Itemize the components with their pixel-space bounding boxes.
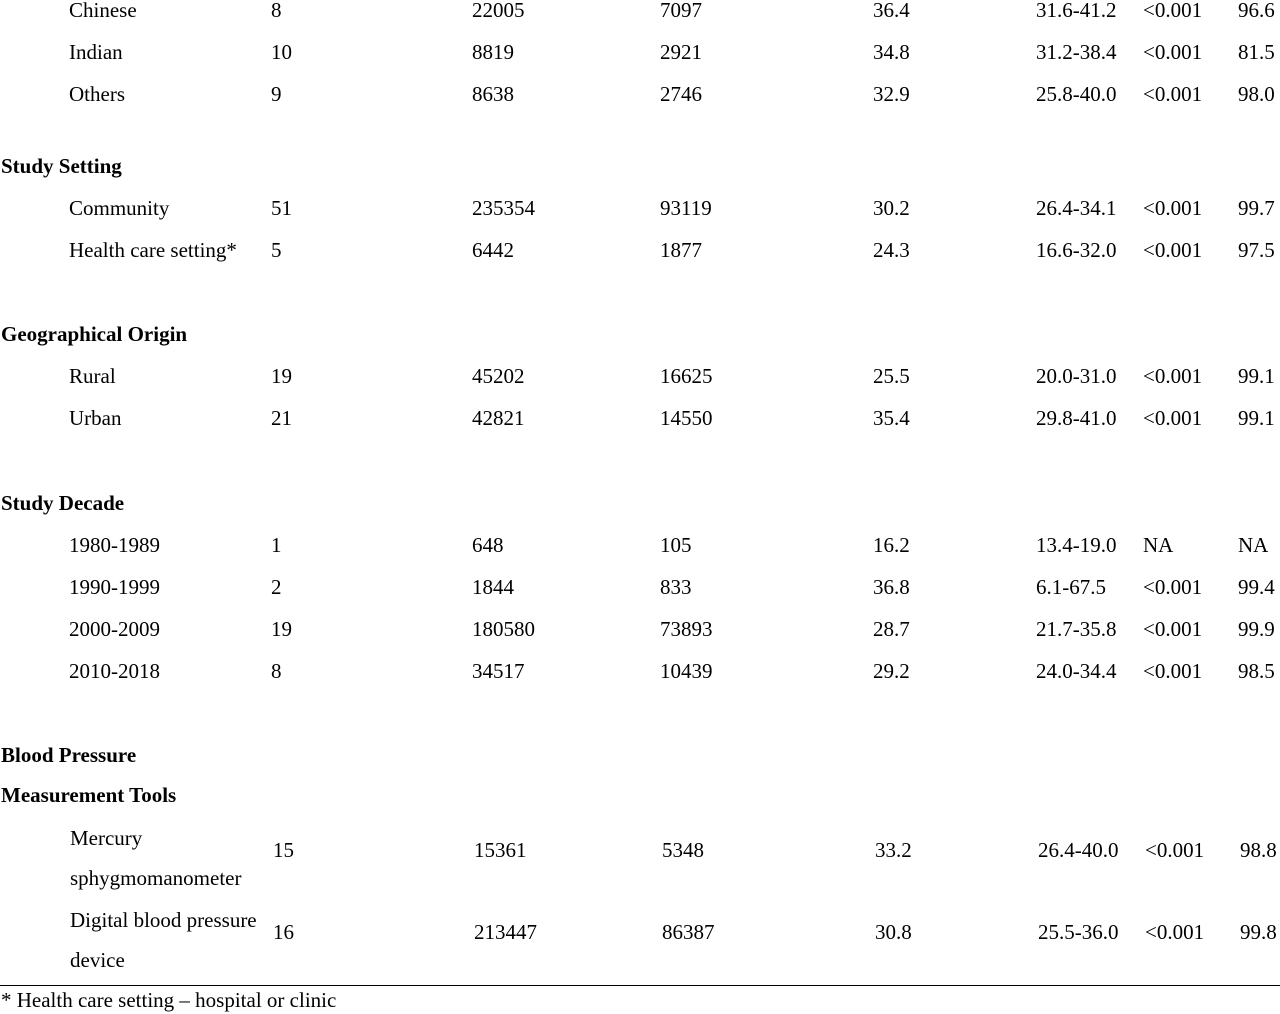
cases-count: 10439: [660, 659, 713, 683]
table-row: [0, 818, 1280, 890]
prevalence: 36.4: [873, 0, 910, 22]
heterogeneity-i2: 97.5: [1238, 238, 1275, 262]
cases-count: 5348: [662, 838, 704, 862]
heterogeneity-i2: 99.1: [1238, 406, 1275, 430]
prevalence: 36.8: [873, 575, 910, 599]
section-heading-study-setting: Study Setting: [1, 154, 122, 178]
cases-count: 73893: [660, 617, 713, 641]
p-value: <0.001: [1143, 238, 1203, 262]
sample-size: 45202: [472, 364, 525, 388]
table-row: [0, 659, 1280, 683]
sample-size: 8638: [472, 82, 514, 106]
row-label: Indian: [69, 40, 123, 64]
table-row: [0, 196, 1280, 220]
prevalence: 30.8: [875, 920, 912, 944]
confidence-interval: 26.4-40.0: [1038, 838, 1119, 862]
sample-size: 180580: [472, 617, 535, 641]
cases-count: 86387: [662, 920, 715, 944]
section-heading-study-decade: Study Decade: [1, 491, 125, 515]
row-label: Health care setting*: [69, 238, 237, 262]
row-label: 2000-2009: [69, 617, 160, 641]
row-label: Rural: [69, 364, 116, 388]
table-row: [0, 0, 1280, 22]
confidence-interval: 31.6-41.2: [1036, 0, 1117, 22]
section-heading-bp-tools-line2: Measurement Tools: [1, 783, 177, 807]
sample-size: 1844: [472, 575, 514, 599]
heterogeneity-i2: 99.8: [1240, 920, 1277, 944]
prevalence: 16.2: [873, 533, 910, 557]
sample-size: 22005: [472, 0, 525, 22]
p-value: <0.001: [1143, 575, 1203, 599]
prevalence: 34.8: [873, 40, 910, 64]
studies-count: 19: [271, 617, 292, 641]
sample-size: 42821: [472, 406, 525, 430]
studies-count: 51: [271, 196, 292, 220]
confidence-interval: 29.8-41.0: [1036, 406, 1117, 430]
confidence-interval: 26.4-34.1: [1036, 196, 1117, 220]
cases-count: 93119: [660, 196, 712, 220]
p-value: <0.001: [1145, 920, 1205, 944]
studies-count: 8: [271, 659, 282, 683]
row-label: Others: [69, 82, 125, 106]
heterogeneity-i2: 96.6: [1238, 0, 1275, 22]
cases-count: 833: [660, 575, 692, 599]
sample-size: 6442: [472, 238, 514, 262]
heterogeneity-i2: 98.5: [1238, 659, 1275, 683]
table-row: [0, 533, 1280, 557]
table-row: [0, 617, 1280, 641]
heterogeneity-i2: 98.0: [1238, 82, 1275, 106]
p-value: <0.001: [1145, 838, 1205, 862]
p-value: <0.001: [1143, 40, 1203, 64]
p-value: NA: [1143, 533, 1174, 557]
heterogeneity-i2: NA: [1238, 533, 1269, 557]
confidence-interval: 21.7-35.8: [1036, 617, 1117, 641]
prevalence: 24.3: [873, 238, 910, 262]
row-label: Mercury sphygmomanometer: [70, 826, 242, 890]
studies-count: 8: [271, 0, 282, 22]
table-row: [0, 40, 1280, 64]
confidence-interval: 31.2-38.4: [1036, 40, 1117, 64]
table-row: [0, 406, 1280, 430]
prevalence: 30.2: [873, 196, 910, 220]
prevalence: 29.2: [873, 659, 910, 683]
cases-count: 14550: [660, 406, 713, 430]
studies-count: 10: [271, 40, 292, 64]
row-label: Urban: [69, 406, 122, 430]
studies-count: 21: [271, 406, 292, 430]
table-row: [0, 900, 1280, 972]
row-label: Chinese: [69, 0, 137, 22]
section-heading-bp-tools-line1: Blood Pressure: [1, 743, 137, 767]
cases-count: 16625: [660, 364, 713, 388]
studies-count: 15: [273, 838, 294, 862]
sample-size: 213447: [474, 920, 537, 944]
p-value: <0.001: [1143, 659, 1203, 683]
table-row: [0, 575, 1280, 599]
prevalence: 35.4: [873, 406, 910, 430]
p-value: <0.001: [1143, 82, 1203, 106]
cases-count: 2746: [660, 82, 702, 106]
row-label: Digital blood pressure device: [70, 908, 257, 972]
confidence-interval: 25.8-40.0: [1036, 82, 1117, 106]
row-label: Community: [69, 196, 170, 220]
studies-count: 2: [271, 575, 282, 599]
cases-count: 7097: [660, 0, 702, 22]
heterogeneity-i2: 81.5: [1238, 40, 1275, 64]
prevalence: 33.2: [875, 838, 912, 862]
p-value: <0.001: [1143, 364, 1203, 388]
studies-count: 19: [271, 364, 292, 388]
table-row: [0, 82, 1280, 106]
sample-size: 15361: [474, 838, 527, 862]
p-value: <0.001: [1143, 0, 1203, 22]
table-row: [0, 238, 1280, 262]
cases-count: 1877: [660, 238, 702, 262]
sample-size: 34517: [472, 659, 525, 683]
confidence-interval: 13.4-19.0: [1036, 533, 1117, 557]
sample-size: 235354: [472, 196, 535, 220]
studies-count: 5: [271, 238, 282, 262]
sample-size: 648: [472, 533, 504, 557]
heterogeneity-i2: 99.1: [1238, 364, 1275, 388]
studies-count: 9: [271, 82, 282, 106]
sample-size: 8819: [472, 40, 514, 64]
p-value: <0.001: [1143, 617, 1203, 641]
table-bottom-rule: [0, 985, 1280, 986]
table-row: [0, 364, 1280, 388]
p-value: <0.001: [1143, 406, 1203, 430]
confidence-interval: 16.6-32.0: [1036, 238, 1117, 262]
cases-count: 105: [660, 533, 692, 557]
studies-count: 1: [271, 533, 282, 557]
confidence-interval: 25.5-36.0: [1038, 920, 1119, 944]
row-label: 1980-1989: [69, 533, 160, 557]
row-label: 1990-1999: [69, 575, 160, 599]
prevalence: 25.5: [873, 364, 910, 388]
confidence-interval: 6.1-67.5: [1036, 575, 1106, 599]
heterogeneity-i2: 99.7: [1238, 196, 1275, 220]
heterogeneity-i2: 98.8: [1240, 838, 1277, 862]
cases-count: 2921: [660, 40, 702, 64]
studies-count: 16: [273, 920, 294, 944]
row-label: 2010-2018: [69, 659, 160, 683]
p-value: <0.001: [1143, 196, 1203, 220]
heterogeneity-i2: 99.4: [1238, 575, 1275, 599]
table-footnote: * Health care setting – hospital or clinic: [1, 988, 337, 1012]
prevalence: 28.7: [873, 617, 910, 641]
confidence-interval: 20.0-31.0: [1036, 364, 1117, 388]
section-heading-geographical-origin: Geographical Origin: [1, 322, 188, 346]
prevalence: 32.9: [873, 82, 910, 106]
confidence-interval: 24.0-34.4: [1036, 659, 1117, 683]
heterogeneity-i2: 99.9: [1238, 617, 1275, 641]
